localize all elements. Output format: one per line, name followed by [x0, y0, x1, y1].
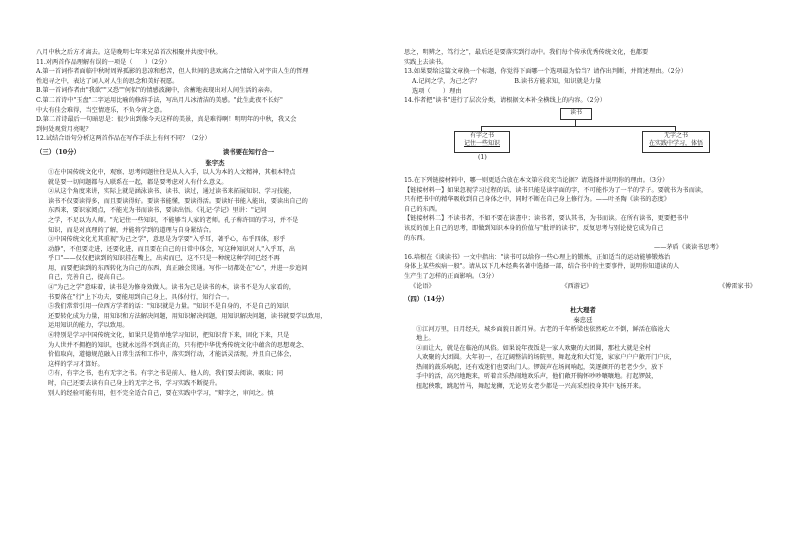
- text-line: B.第一首词作者由"我欲""又恐""何似"的情感波澜中，含蓄地表现出对人间生活的亲奔。: [36, 87, 277, 95]
- diagram-root: 读书: [560, 108, 592, 120]
- section-3-header: [36, 147, 394, 158]
- text-line: 到何处观赏月亮呢？: [36, 125, 92, 133]
- passage-line: ④"为己之学"意味着，读书是为修身效做人。读书为己是读书的本，读书不是为人家看的，: [48, 284, 296, 292]
- story-title: 杜大理者: [570, 305, 596, 314]
- diagram-left-sub: 记住一些知识: [463, 139, 500, 147]
- passage-line: ⑥特别是学习中国传统文化，如果只是简单地学习知识，把知识背下来，固化下来，只是: [48, 332, 290, 340]
- text-line: 11.对两首作品理解有误的一项是（ ）（2分）: [36, 58, 171, 66]
- question-block-left: [36, 48, 394, 144]
- book-options: [404, 282, 762, 292]
- story-line: 扭起秧歌，跳起竹马，舞起龙狮，无论男女老少都是一兴高采烈投身其中飞扬开来。: [416, 383, 645, 391]
- passage-line: 还要转化成为力量，用知识和方法解决问题，用知识解决问题，用知识解决问题，读书就要学以致用，: [48, 312, 327, 320]
- passage-line: 用，而要把读到的东西转化为自己的东西，真正融会贯通。写作一切都处在"心"，并进一步追问: [48, 264, 308, 272]
- text-line: D.第二首诗最后一句暗思是：很少出到像今天这样的美景，真是难得啊！明明年的中秋，我又会: [36, 116, 297, 124]
- question-line: 身体上某些疾病一般"。请从以下几本经典名著中选择一部，结合书中的主要事件，说明你知道读的人: [404, 263, 680, 271]
- passage-line: 这样的学习才算好。: [48, 360, 104, 368]
- question-13-options: [404, 77, 762, 87]
- text-line: 性追寻之中，表达了词人对人生的思念和美好祝愿。: [36, 77, 179, 85]
- story-line: 热闹的鼓乐响起，还有戏迷们也要出门人。锣鼓声在场间响起，笑逐颜开的老老少少，放下: [416, 363, 664, 371]
- diagram-right-sub: 在实践中学习，体悟: [648, 139, 703, 147]
- link-line: 自己的东西。: [404, 205, 442, 213]
- passage-line: 就是要一切问题都与人联系在一起，都是要考虑对人有什么意义。: [48, 178, 228, 186]
- question-16: [404, 253, 762, 282]
- book-option: 《傅雷家书》: [718, 282, 756, 290]
- story-line: ①江河万里，日月经天，城乡面貌日新月异。古老的千年桥梁也依然屹立不倒，鲜活在临沧大: [416, 325, 670, 333]
- link-line: 【链接材料一】如果忽视学习过程的话，读书只能是读字面的字，不可能作为了一半的学子。要就书为书而读，: [404, 186, 708, 194]
- left-column: [36, 48, 394, 398]
- passage-line: 时，自己还要去读有自己身上的无字之书，学习实践不断提升。: [48, 380, 222, 387]
- passage-line: 实践上去读书。: [404, 58, 448, 66]
- q13-option-b: B.读书方能求知，知识就是力量: [514, 77, 602, 85]
- passage-line: ②从这个角度来讲，实际上就是涵泳读书、读书、读过，通过读书来拓展知识、学习技能，: [48, 188, 296, 196]
- passage-line: 思之，明辨之，笃行之"，最后还是要落实到行动中。我们每个传承优秀传统文化，也都要: [404, 49, 649, 56]
- section-3-number: （三）（10分）: [36, 147, 81, 156]
- reading-classification-diagram: [404, 106, 762, 176]
- passage-line: 读书不仅要读得多，而且要读得好。要读书能懂，要读得活。要读好书能入能出，要读出自己的: [48, 197, 308, 205]
- story-line: ②而让大，就是在临沧的风俗。如果说年夜饭是一家人欢聚的大团圆，那杜大就是全村: [416, 344, 652, 352]
- passage-line: ③中国传统文化尤其重视"为己之学"，意思是为学要"入乎耳，著乎心，布乎四体，形乎: [48, 236, 286, 244]
- passage-line: 知识，而是对真理的了解，并能将学到的道理与自身紧结合。: [48, 226, 216, 234]
- text-line: C.第二首诗中"玉盘"二字运用比喻的修辞手法，写出月儿冰清洁的美感。"此生此夜不长好": [36, 96, 283, 104]
- link-line: 【链接材料二】不读书者，不如不要在读書中；读书者，要认其书，为书而读。在所有读书，更要把书中: [404, 215, 689, 223]
- passage-line: 之学，不足以为人师。"光记住一些知识，不能够当人家的老师。孔子称许回的学习，并不是: [48, 216, 299, 224]
- section-4-header: （四）（14分）: [404, 294, 449, 303]
- story-body: [404, 325, 762, 392]
- link-line: 该反的加上自己的思考，即做到知识本身的价值与"批评的读书"，反复思考与别论使它成为自己: [404, 224, 664, 232]
- passage-line: 东西来，要识家阅点，不能光为书而读书，要读出悟。《礼记·学记》里讲："记问: [48, 207, 267, 215]
- right-column: [404, 48, 762, 392]
- diagram-right-title: 无字之书: [663, 131, 688, 139]
- story-line: 人欢聚的大团圆。大年初一，在辽阔整洁的场院里，舞起龙和大灯笼，家家户户户敞开门户庆，: [416, 354, 676, 362]
- passage-author: 张宇杰: [205, 158, 225, 167]
- passage-line: 书要落在"行"上下功夫，要能用到自己身上，具体付行，知行合一。: [48, 293, 234, 301]
- q13-answer-line: 选项（ ）理由: [412, 87, 462, 95]
- passage-continuation: [404, 48, 762, 67]
- question-13: 13.如果要给这篇文章换一个标题，你觉得下面哪一个选项最为恰当？请作出判断，并简述理由。（2分）: [404, 68, 687, 76]
- link-material-2: [404, 214, 762, 243]
- section-3-title: 读书要在知行合一: [222, 147, 274, 156]
- passage-line: 自己，完善自己，提高自己。: [48, 274, 129, 282]
- q13-option-a: A.记问之学，为己之学？: [412, 77, 481, 85]
- diagram-left-node: [454, 131, 510, 153]
- story-line: 手中的活，高兴地跑来，听着音乐热闹地欢乐声，他们敞开胸怀吵吵嚷嚷地。打起锣鼓，: [416, 373, 658, 381]
- diagram-left-title: 有字之书: [469, 131, 494, 139]
- link-material-1: [404, 186, 762, 215]
- text-line: 八月中秋之后方才离去。这是晚明七年来兄弟首次相聚并共度中秋。: [36, 49, 222, 56]
- text-line: 中大有佳会难得，当空情迹乐，不负今宵之意。: [36, 106, 166, 114]
- book-option: 《论语》: [410, 282, 435, 290]
- link-line: 只有把书中的精华吸收到自己身体之中，同时不断在自己身上修行为。——叶圣陶《读书的态度》: [404, 196, 671, 204]
- passage-line: 乎口"——仅仅把读到的知识挂在嘴上，出卖而已，这不只是一种统这种学问已经不再: [48, 255, 280, 263]
- passage-line: ①在中国传统文化中，观察、思考问题往往是从人入手，以人为本的人文精神，其根本特点: [48, 168, 296, 176]
- question-line: 16.培根在《谈读书》一文中指出："读书可以给你一些心理上的锻炼，正如适当的运动能够锻炼治: [404, 253, 671, 261]
- diagram-connector: [481, 126, 675, 127]
- question-line: 生产生了怎样的正面影响。（3分）: [404, 272, 498, 280]
- passage-line: 运用知识的能力，学以致用。: [48, 322, 129, 330]
- passage-line: 为人世并不拥抱的知识，也就永远得不到真正的，只有把中华优秀传统文化中蕴含的思想观念、: [48, 341, 308, 349]
- question-14: 14.作者把"读书"进行了层次分类，请根据文本补全横线上的内容。（2分）: [404, 97, 606, 105]
- passage-line: 价值取向，道德规范融入日常生活和工作中，落实到行动，才能活灵活现，并且自己体会，: [48, 351, 296, 359]
- diagram-right-node: [642, 131, 710, 153]
- link-material-2-source: ——茅盾《谈读书思考》: [653, 244, 722, 252]
- text-line: 12.试结合语句分析这两首作品在写作手法上有何不同？（2分）: [36, 135, 211, 143]
- text-line: A.第一首词作者面临中秋时周界孤影的悲凉和愁苦，但人世间的悲欢离合之情给入对宇宙人生的哲理: [36, 68, 309, 76]
- question-15: 15.在下列链接材料中，哪一则更适合放在本文第⑥段充当论据？请选择并说明你的理由。（3分）: [404, 176, 669, 184]
- passage-line: 别人的经验可能有用，但不完全适合自己，要在实践中学习，"辩字之，审问之。慎: [48, 389, 274, 397]
- passage-line: ⑤我们常常引用一位西方学者的话："知识就是力量。"知识不是自身的，不是自己的知识: [48, 303, 289, 311]
- passage-line: ⑦有，有字之书，也有无字之书。有字之书是前人、他人的，我们要去阅读、吸取；同: [48, 370, 284, 378]
- diagram-connector: [575, 119, 576, 126]
- link-line: 的东西。: [404, 234, 429, 242]
- passage-line: 动静"，不但要走进，还要化进，而且要在自己的日常中体会，写这种知识对人"入乎耳，出: [48, 245, 296, 253]
- book-option: 《西游记》: [561, 282, 593, 290]
- story-author: 秦忠廷: [573, 315, 593, 324]
- story-line: 地上。: [416, 335, 435, 343]
- passage-body: [36, 168, 394, 398]
- diagram-blank-1: (1): [478, 153, 487, 161]
